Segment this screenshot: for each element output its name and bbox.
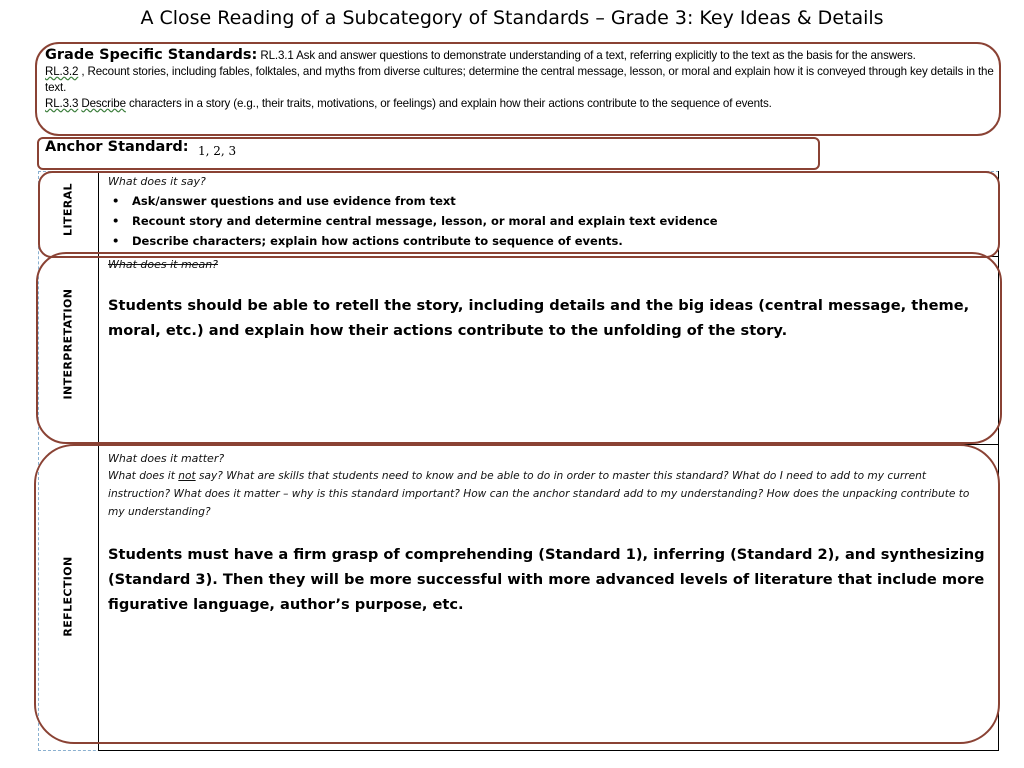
- anchor-standard-value: 1, 2, 3: [198, 144, 237, 158]
- list-item: • Recount story and determine central message, lesson, or moral and explain text evidence: [108, 211, 988, 231]
- label-column-divider: [98, 171, 99, 751]
- row-divider-interpretation: [98, 444, 999, 445]
- reflection-questions: [108, 467, 988, 521]
- anchor-standard-label: Anchor Standard:: [45, 139, 189, 155]
- list-item: • Ask/answer questions and use evidence from text: [108, 191, 988, 211]
- reflection-body: Students must have a firm grasp of comprehending (Standard 1), inferring (Standard 2), and synthesizing (Standard 3). Then they will be more successful with more advanced levels of literature that include more figurative language, author’s purpose, etc.: [108, 546, 985, 613]
- standard-rl-3-1: RL.3.1 Ask and answer questions to demonstrate understanding of a text, referring explicitly to the text as the basis for the answers.: [260, 49, 916, 62]
- interpretation-body: Students should be able to retell the story, including details and the big ideas (central message, theme, moral, etc.) and explain how their actions contribute to the unfolding of the story.: [108, 297, 970, 339]
- table-bottom-line: [98, 750, 999, 751]
- reflection-question-rest: say? What are skills that students need to know and be able to do in order to master this standard? What do I need to add to my current instruction? What does it matter – why is this standard important? How can the anchor standard add to my understanding? How does the unpacking contribute to my understanding?: [108, 470, 970, 518]
- standard-rl-3-2-text: , Recount stories, including fables, folktales, and myths from diverse cultures; determine the central message, lesson, or moral and explain how it is conveyed through key details in the text.: [45, 65, 994, 94]
- row-label-reflection: REFLECTION: [61, 556, 75, 637]
- grade-standards-label: Grade Specific Standards:: [45, 47, 258, 63]
- table-right-line: [998, 171, 999, 751]
- interpretation-prompt: What does it mean?: [108, 258, 219, 271]
- row-label-interpretation: INTERPRETATION: [61, 288, 75, 400]
- page-title: A Close Reading of a Subcategory of Standards – Grade 3: Key Ideas & Details: [140, 7, 884, 29]
- standard-rl-3-3-text: characters in a story (e.g., their traits, motivations, or feelings) and explain how their actions contribute to the sequence of events.: [125, 97, 772, 110]
- grade-standards-block: [45, 47, 995, 112]
- reflection-question-not: not: [178, 470, 196, 482]
- list-item: • Describe characters; explain how actions contribute to sequence of events.: [108, 231, 988, 251]
- row-divider-literal: [98, 256, 999, 257]
- reflection-question-start: What does it: [108, 470, 179, 482]
- literal-prompt: What does it say?: [108, 175, 206, 188]
- reflection-prompt: What does it matter?: [108, 452, 225, 465]
- standard-rl-3-3-first-word: Describe: [81, 97, 126, 110]
- standard-rl-3-2-code: RL.3.2: [45, 65, 79, 78]
- standard-rl-3-3-code: RL.3.3: [45, 97, 79, 110]
- literal-bullet-list: [108, 191, 988, 251]
- row-label-literal: LITERAL: [61, 183, 75, 236]
